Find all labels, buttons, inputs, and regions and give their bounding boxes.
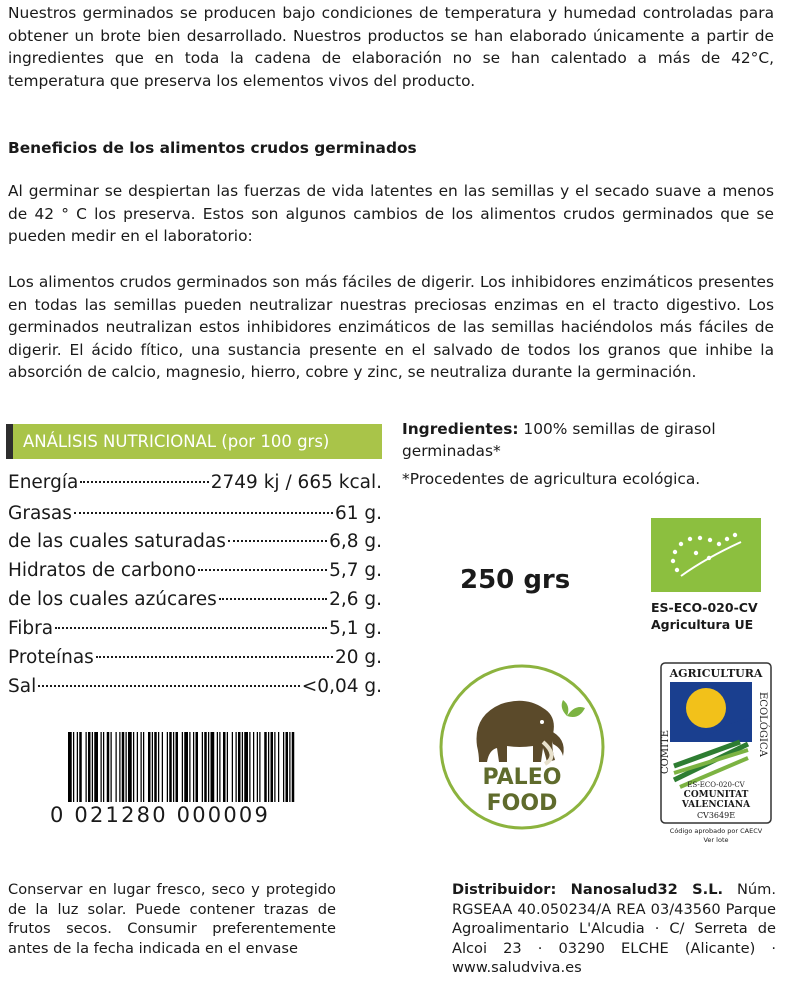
barcode-bar: [208, 732, 209, 802]
eu-code: ES-ECO-020-CV: [651, 600, 758, 615]
barcode-bar: [122, 732, 125, 802]
barcode-bar: [271, 732, 274, 802]
barcode-bar: [68, 732, 72, 802]
germination-paragraph: Al germinar se despiertan las fuerzas de vida latentes en las semillas y el secado suave a menos de 42 ° C los preserva. Estos son algunos cambios de los alimentos crudos germinados que se pueden medir en el laboratorio:: [8, 182, 774, 246]
organic-origin-note: *Procedentes de agricultura ecológica.: [402, 470, 701, 488]
barcode-bar: [143, 732, 144, 802]
barcode-bar: [133, 732, 134, 802]
barcode-bar: [169, 732, 172, 802]
barcode-bar: [154, 732, 157, 802]
nutrition-row-saturated: [8, 528, 382, 556]
nutrition-row-fiber: [8, 615, 382, 643]
caecv-note1-text: Código aprobado por CAECV: [669, 827, 763, 835]
barcode-bar: [242, 732, 243, 802]
barcode-bar: [152, 732, 153, 802]
barcode-bar: [238, 732, 241, 802]
barcode-bar: [184, 732, 188, 802]
nutrient-value: 5,7 g.: [329, 560, 382, 581]
distributor-info: [452, 880, 776, 978]
barcode-bar: [176, 732, 179, 802]
barcode-bar: [103, 732, 104, 802]
nutrient-label: de los cuales azúcares: [8, 589, 217, 610]
barcode-bar: [148, 732, 151, 802]
barcode-bar: [227, 732, 228, 802]
dot-leader: [198, 569, 327, 571]
nutrient-value: 5,1 g.: [329, 618, 382, 639]
barcode-bar: [232, 732, 233, 802]
nutrient-label: Grasas: [8, 503, 72, 524]
distributor-text: Núm. RGSEAA 40.050234/A REA 03/43560 Parque Agroalimentario L'Alcudia · C/ Serreta de Alcoi 23 · 03290 ELCHE (Alicante) · www.saludviva.es: [452, 881, 776, 976]
barcode-bar: [223, 732, 226, 802]
barcode-bar: [101, 732, 102, 802]
nutrient-label: Sal: [8, 676, 37, 697]
barcode-bar: [259, 732, 260, 802]
dot-leader: [38, 685, 300, 687]
eu-organic-leaf-icon: [651, 518, 761, 592]
barcode-bar: [77, 732, 78, 802]
nutrition-row-salt: [8, 673, 382, 701]
dot-leader: [228, 540, 327, 542]
barcode-bar: [193, 732, 194, 802]
barcode-bar: [283, 732, 284, 802]
ingredients-label: Ingredientes:: [402, 420, 519, 438]
caecv-side-text-2: ECOLÓGICA: [757, 692, 768, 757]
barcode-bar: [173, 732, 174, 802]
dot-leader: [219, 598, 327, 600]
barcode-bar: [236, 732, 237, 802]
dot-leader: [80, 481, 208, 483]
eu-label: Agricultura UE: [651, 617, 754, 632]
nutrient-value: 6,8 g.: [329, 531, 382, 552]
barcode-bar: [137, 732, 138, 802]
dot-leader: [55, 627, 327, 629]
nutrient-value: <0,04 g.: [301, 676, 382, 697]
brand-line2: FOOD: [486, 791, 558, 816]
dot-leader: [96, 656, 333, 658]
barcode-bar: [167, 732, 168, 802]
barcode-bar: [204, 732, 207, 802]
caecv-number-text: CV3649E: [696, 811, 736, 820]
barcode-bar: [182, 732, 183, 802]
dot-leader: [74, 512, 333, 514]
nutrition-row-sugars: [8, 586, 382, 614]
nutrition-row-protein: [8, 644, 382, 672]
nutrient-label: Energía: [8, 472, 79, 493]
barcode-bar: [217, 732, 218, 802]
barcode-bar: [268, 732, 269, 802]
net-weight: 250 grs: [460, 565, 571, 595]
nutrition-row-carbohydrates: [8, 557, 382, 585]
barcode-bar: [257, 732, 258, 802]
ingredients-text: 100% semillas de girasol germinadas*: [402, 420, 716, 460]
barcode-bar: [128, 732, 132, 802]
nutrition-table-title: ANÁLISIS NUTRICIONAL (por 100 grs): [6, 424, 382, 459]
nutrition-row-energy: [8, 469, 382, 497]
barcode-bar: [274, 732, 275, 802]
storage-instructions: Conservar en lugar fresco, seco y protegido de la luz solar. Puede contener trazas de frutos secos. Consumir preferentemente antes de la fecha indicada en el envase: [8, 881, 336, 957]
barcode-bar: [202, 732, 203, 802]
barcode-image: [66, 732, 298, 812]
caecv-organic-seal-icon: [660, 662, 772, 848]
barcode-bar: [116, 732, 117, 802]
caecv-code-text: ES-ECO-020-CV: [687, 781, 745, 789]
barcode-bar: [107, 732, 110, 802]
ingredients: [402, 418, 787, 462]
brand-line1: PALEO: [482, 765, 562, 790]
barcode-bar: [86, 732, 87, 802]
barcode-bar: [196, 732, 199, 802]
barcode-bar: [264, 732, 267, 802]
barcode-bar: [126, 732, 127, 802]
barcode-bar: [79, 732, 82, 802]
caecv-line2-text: VALENCIANA: [681, 800, 751, 810]
paleo-food-logo: [439, 664, 605, 830]
nutrient-value: 20 g.: [334, 647, 382, 668]
digestion-paragraph: Los alimentos crudos germinados son más fáciles de digerir. Los inhibidores enzimáticos presentes en todas las semillas pueden neutralizar nuestras preciosas enzimas en el tracto digestivo. Los germinados neutralizan estos inhibidores enzimáticos de las semillas haciéndolos más fáciles de digerir. El ácido fítico, una sustancia presente en el salvado de todos los granos que inhibe la absorción de calcio, magnesio, hierro, cobre y zinc, se neutraliza durante la germinación.: [8, 273, 774, 382]
barcode-bar: [88, 732, 91, 802]
caecv-note2-text: Ver lote: [703, 836, 729, 844]
barcode-bar: [278, 732, 279, 802]
benefits-heading: Beneficios de los alimentos crudos germinados: [8, 139, 417, 157]
caecv-top-text: AGRICULTURA: [669, 667, 763, 680]
barcode-bar: [289, 732, 290, 802]
nutrient-value: 2,6 g.: [329, 589, 382, 610]
nutrient-label: de las cuales saturadas: [8, 531, 226, 552]
nutrient-label: Fibra: [8, 618, 54, 639]
barcode-bar: [189, 732, 190, 802]
intro-paragraph: Nuestros germinados se producen bajo condiciones de temperatura y humedad controladas para obtener un brote bien desarrollado. Nuestros productos se han elaborado únicamente a partir de ingredientes que en toda la cadena de elaboración no se han calentado a más de 42°C, temperatura que preserva los elementos vivos del producto.: [8, 4, 774, 90]
barcode-bar: [292, 732, 295, 802]
caecv-side-text-1: COMITÉ: [660, 729, 671, 774]
barcode-bar: [73, 732, 74, 802]
barcode-bar: [286, 732, 289, 802]
barcode-bar: [119, 732, 120, 802]
distributor-label: Distribuidor: Nanosalud32 S.L.: [452, 881, 724, 898]
eu-certification-code: [651, 599, 758, 633]
barcode-bar: [219, 732, 220, 802]
nutrient-label: Proteínas: [8, 647, 94, 668]
barcode-bar: [244, 732, 248, 802]
barcode-bar: [158, 732, 159, 802]
nutrient-value: 2749 kj / 665 kcal.: [210, 472, 382, 493]
barcode-bar: [162, 732, 163, 802]
barcode-number: 0 021280 000009: [50, 803, 271, 827]
nutrient-value: 61 g.: [334, 503, 382, 524]
barcode-bar: [94, 732, 98, 802]
barcode-bar: [92, 732, 93, 802]
barcode-bar: [111, 732, 112, 802]
nutrient-label: Hidratos de carbono: [8, 560, 197, 581]
barcode-bar: [253, 732, 254, 802]
barcode-bar: [211, 732, 215, 802]
caecv-line1-text: COMUNITAT: [683, 790, 749, 800]
barcode-bar: [141, 732, 142, 802]
barcode-bar: [249, 732, 250, 802]
nutrition-row-fat: [8, 500, 382, 528]
